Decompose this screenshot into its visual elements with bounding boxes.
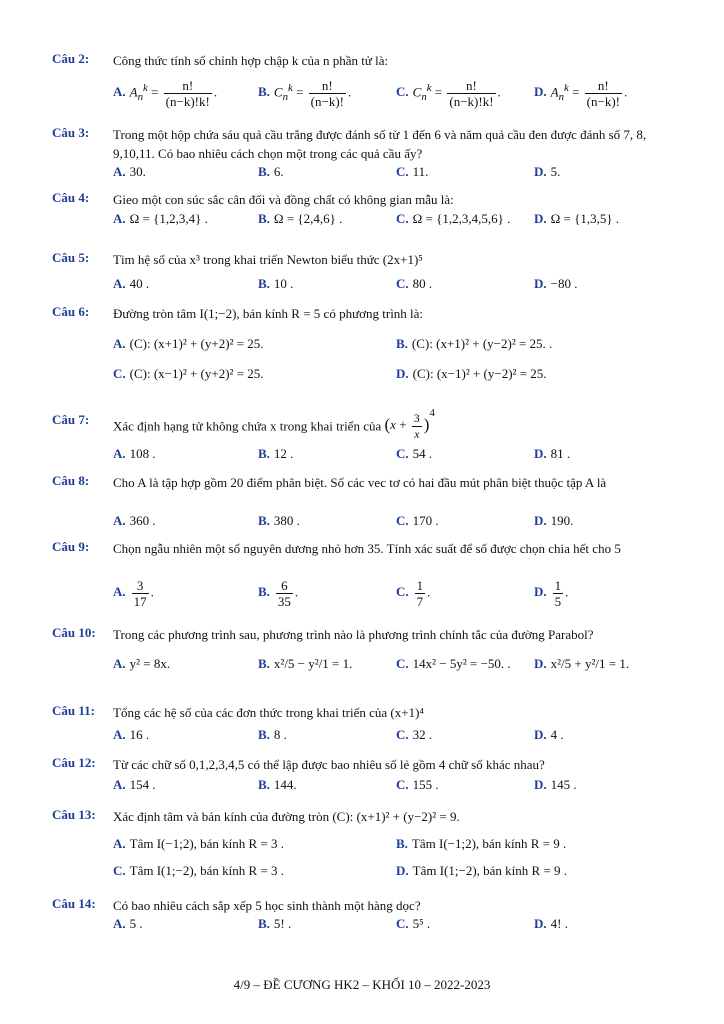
- option-b: B. 380 .: [258, 513, 300, 528]
- option-b: B. 12 .: [258, 446, 294, 461]
- question-label: Câu 6:: [52, 304, 90, 319]
- option-b: B. x²/5 − y²/1 = 1.: [258, 656, 353, 671]
- option-b: B. $C_n^k$ = $\frac{n!}{(n-k)!}$ .: [258, 78, 352, 109]
- question-stem: Tổng các hệ số của các đơn thức trong khai triển của (x+1)⁴: [113, 705, 424, 720]
- option-a: A. y² = 8x.: [113, 656, 171, 671]
- option-a: A. Tâm I(−1;2), bán kính R = 3 .: [113, 836, 285, 851]
- option-d: D. 5.: [534, 164, 561, 179]
- question-stem: Chọn ngẫu nhiên một số nguyên dương nhỏ hơn 35. Tính xác suất để số được chọn chia hết cho 5: [113, 541, 621, 556]
- question-label: Câu 10:: [52, 625, 96, 640]
- question-stem: Tìm hệ số của x³ trong khai triển Newton biểu thức (2x+1)⁵: [113, 252, 423, 267]
- question-label: Câu 13:: [52, 807, 96, 822]
- question-stem: Gieo một con súc sắc cân đối và đồng chất có không gian mẫu là:: [113, 192, 454, 207]
- option-d: D. 4 .: [534, 727, 564, 742]
- option-c: C. 11.: [396, 164, 429, 179]
- option-a: A. $\frac{3}{17}$ .: [113, 578, 154, 609]
- option-d: D. x²/5 + y²/1 = 1.: [534, 656, 630, 671]
- option-b: B. 5! .: [258, 916, 292, 931]
- option-a: A. Ω = {1,2,3,4} .: [113, 211, 208, 226]
- option-a: A. 154 .: [113, 777, 156, 792]
- option-c: C. Ω = {1,2,3,4,5,6} .: [396, 211, 511, 226]
- option-c: C. 80 .: [396, 276, 433, 291]
- option-a: A. 40 .: [113, 276, 150, 291]
- question-stem: Trong một hộp chứa sáu quả cầu trắng được đánh số từ 1 đến 6 và năm quả cầu đen được đánh số 7, 8, 9,10,11. Có bao nhiêu cách chọn một trong các quả cầu ấy?: [113, 127, 647, 161]
- option-d: D. −80 .: [534, 276, 578, 291]
- option-c: C. $C_n^k$ = $\frac{n!}{(n-k)!k!}$ .: [396, 78, 501, 109]
- option-b: B. Tâm I(−1;2), bán kính R = 9 .: [396, 836, 567, 851]
- option-d: D. (C): (x−1)² + (y−2)² = 25.: [396, 366, 547, 381]
- binomial-expression: (x + $\frac{3}{x}$ )$^4$: [384, 407, 435, 441]
- question-label: Câu 14:: [52, 896, 96, 911]
- option-a: A. 30.: [113, 164, 146, 179]
- option-d: D. Tâm I(1;−2), bán kính R = 9 .: [396, 863, 568, 878]
- option-c: C. Tâm I(1;−2), bán kính R = 3 .: [113, 863, 285, 878]
- option-b: B. 144.: [258, 777, 297, 792]
- option-b: B. 6.: [258, 164, 284, 179]
- option-a: A. $A_n^k$ = $\frac{n!}{(n-k)!k!}$ .: [113, 78, 218, 109]
- option-c: C. 170 .: [396, 513, 439, 528]
- option-a: A. 108 .: [113, 446, 156, 461]
- question-stem: Đường tròn tâm I(1;−2), bán kính R = 5 có phương trình là:: [113, 306, 424, 321]
- option-b: B. $\frac{6}{35}$ .: [258, 578, 299, 609]
- option-c: C. (C): (x−1)² + (y+2)² = 25.: [113, 366, 264, 381]
- option-d: D. $\frac{1}{5}$ .: [534, 578, 569, 609]
- question-stem: Công thức tính số chỉnh hợp chập k của n phần tử là:: [113, 53, 389, 68]
- option-d: D. 190.: [534, 513, 574, 528]
- option-b: B. 8 .: [258, 727, 287, 742]
- option-c: C. 32 .: [396, 727, 433, 742]
- option-c: C. $\frac{1}{7}$ .: [396, 578, 431, 609]
- option-d: D. Ω = {1,3,5} .: [534, 211, 620, 226]
- question-label: Câu 8:: [52, 473, 90, 488]
- question-label: Câu 2:: [52, 51, 90, 66]
- option-a: A. (C): (x+1)² + (y+2)² = 25.: [113, 336, 264, 351]
- question-label: Câu 11:: [52, 703, 95, 718]
- option-c: C. 14x² − 5y² = −50. .: [396, 656, 511, 671]
- option-b: B. Ω = {2,4,6} .: [258, 211, 343, 226]
- option-c: C. 155 .: [396, 777, 439, 792]
- question-label: Câu 9:: [52, 539, 90, 554]
- question-label: Câu 12:: [52, 755, 96, 770]
- option-d: D. 145 .: [534, 777, 577, 792]
- question-label: Câu 4:: [52, 190, 90, 205]
- option-a: A. 16 .: [113, 727, 150, 742]
- page-footer: 4/9 – ĐỀ CƯƠNG HK2 – KHỐI 10 – 2022-2023: [233, 977, 491, 992]
- question-label: Câu 7:: [52, 412, 90, 427]
- question-label: Câu 3:: [52, 125, 90, 140]
- option-d: D. 81 .: [534, 446, 571, 461]
- question-stem: Có bao nhiêu cách sắp xếp 5 học sinh thành một hàng dọc?: [113, 898, 421, 913]
- question-stem: Cho A là tập hợp gồm 20 điểm phân biệt. Số các vec tơ có hai đầu mút phân biệt thuộc tập A là: [113, 475, 607, 490]
- option-c: C. 5⁵ .: [396, 916, 431, 931]
- question-stem: Trong các phương trình sau, phương trình nào là phương trình chính tắc của đường Parabol?: [113, 627, 594, 642]
- option-b: B. (C): (x+1)² + (y−2)² = 25. .: [396, 336, 553, 351]
- option-a: A. 5 .: [113, 916, 143, 931]
- question-stem: Xác định tâm và bán kính của đường tròn (C): (x+1)² + (y−2)² = 9.: [113, 809, 460, 824]
- option-b: B. 10 .: [258, 276, 294, 291]
- question-label: Câu 5:: [52, 250, 90, 265]
- question-stem: Xác định hạng tử không chứa x trong khai triển của (x + $\frac{3}{x}$ )$^4$: [113, 407, 435, 441]
- option-d: D. $A_n^k$ = $\frac{n!}{(n-k)!}$ .: [534, 78, 628, 109]
- question-stem: Từ các chữ số 0,1,2,3,4,5 có thể lập được bao nhiêu số lẻ gồm 4 chữ số khác nhau?: [113, 757, 545, 772]
- option-a: A. 360 .: [113, 513, 156, 528]
- option-d: D. 4! .: [534, 916, 568, 931]
- option-c: C. 54 .: [396, 446, 433, 461]
